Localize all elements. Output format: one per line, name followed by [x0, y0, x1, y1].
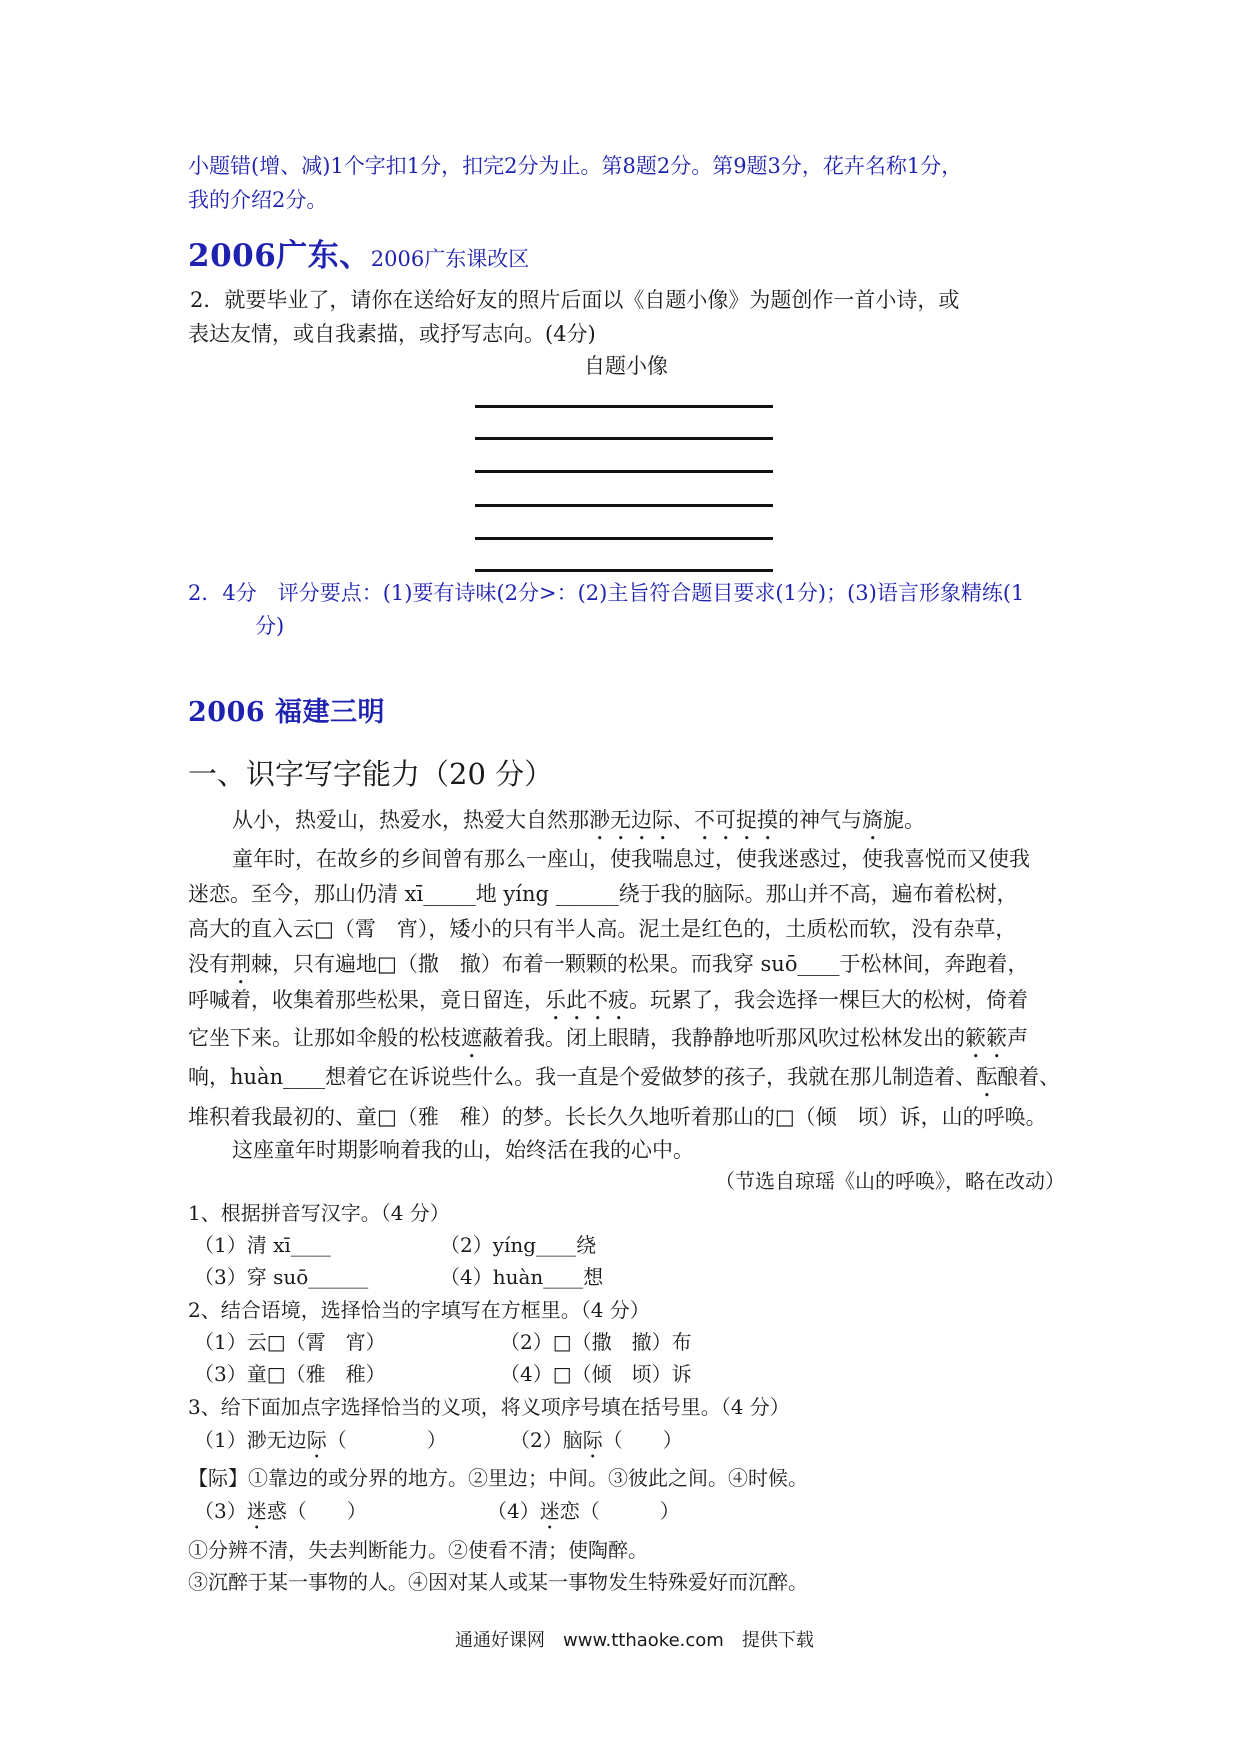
q2-item: （4）□（倾 顷）诉 [500, 1362, 692, 1386]
q1-item: （2）yíng____绕 [440, 1233, 597, 1257]
passage-line: 呼喊着，收集着那些松果，竟日留连，乐此不疲。玩累了，我会选择一棵巨大的松树，倚着 [188, 988, 1028, 1012]
answer-line [475, 405, 773, 408]
q1-title: 1、根据拼音写汉字。（4 分） [188, 1201, 450, 1225]
answer-line [475, 537, 773, 540]
q2-item: （1）云□（霄 宵） [194, 1330, 386, 1354]
q3-item: （4）迷恋（ ） [487, 1499, 680, 1523]
fujian-heading: 2006 福建三明 [188, 697, 386, 728]
passage-line: 没有荆棘，只有遍地□（撒 撤）布着一颗颗的松果。而我穿 suō____于松林间，奔跑着， [188, 952, 1029, 976]
passage-line: 堆积着我最初的、童□（雅 稚）的梦。长长久久地听着那山的□（倾 顷）诉，山的呼唤。 [188, 1105, 1047, 1129]
passage-line: 童年时，在故乡的乡间曾有那么一座山，使我喘息过，使我迷惑过，使我喜悦而又使我 [232, 847, 1030, 871]
guangdong-answer-line1: 2．4分 评分要点：(1)要有诗味(2分>：(2)主旨符合题目要求(1分)；(3)语言形象精练(1 [188, 581, 1025, 605]
guangdong-q2-line2: 表达友情，或自我素描，或抒写志向。(4分) [188, 322, 596, 346]
q2-item: （2）□（撒 撤）布 [500, 1330, 692, 1354]
q3-title: 3、给下面加点字选择恰当的义项，将义项序号填在括号里。（4 分） [188, 1395, 790, 1419]
q3-item: （3）迷惑（ ） [194, 1499, 367, 1523]
q1-item: （3）穿 suō______ [194, 1265, 369, 1289]
passage-line: 迷恋。至今，那山仍清 xī_____地 yíng ______绕于我的脑际。那山并不高，遍布着松树， [188, 882, 1018, 906]
scoring-note-line2: 我的介绍2分。 [188, 188, 328, 212]
answer-line [475, 504, 773, 507]
q2-item: （3）童□（雅 稚） [194, 1362, 386, 1386]
passage-line: 高大的直入云□（霄 宵），矮小的只有半人高。泥土是红色的，土质松而软，没有杂草， [188, 917, 1017, 941]
passage-source: （节选自琼瑶《山的呼唤》，略在改动） [715, 1169, 1065, 1193]
q3-definition: ①分辨不清，失去判断能力。②使看不清；使陶醉。 [188, 1538, 648, 1562]
passage-line: 这座童年时期影响着我的山，始终活在我的心中。 [232, 1138, 694, 1162]
page-footer: 通通好课网 www.tthaoke.com 提供下载 [455, 1630, 814, 1651]
guangdong-q2-line1: 2．就要毕业了，请你在送给好友的照片后面以《自题小像》为题创作一首小诗，或 [190, 288, 960, 312]
passage-para1: 从小，热爱山，热爱水，热爱大自然那渺无边际、不可捉摸的神气与旖旎。 [232, 808, 925, 832]
answer-line [475, 569, 773, 572]
passage-line: 它坐下来。让那如伞般的松枝遮蔽着我。闭上眼睛，我静静地听那风吹过松林发出的簌簌声 [188, 1026, 1028, 1050]
q3-definition: 【际】①靠边的或分界的地方。②里边；中间。③彼此之间。④时候。 [188, 1466, 808, 1490]
q1-item: （4）huàn____想 [440, 1265, 604, 1289]
q2-title: 2、结合语境，选择恰当的字填写在方框里。（4 分） [188, 1298, 650, 1322]
guangdong-subheading: 2006广东课改区 [370, 247, 530, 271]
answer-line [475, 437, 773, 440]
q3-item: （2）脑际（ ） [510, 1428, 683, 1452]
q3-definition: ③沉醉于某一事物的人。④因对某人或某一事物发生特殊爱好而沉醉。 [188, 1570, 808, 1594]
passage-line: 响，huàn____想着它在诉说些什么。我一直是个爱做梦的孩子，我就在那儿制造着、酝酿着、 [188, 1065, 1061, 1089]
guangdong-heading: 2006广东、 [188, 238, 371, 274]
poem-title: 自题小像 [584, 354, 668, 378]
section-title: 一、识字写字能力（20 分） [188, 757, 554, 791]
guangdong-heading-block [188, 230, 529, 275]
q1-item: （1）清 xī____ [194, 1233, 331, 1257]
scoring-note-line1: 小题错(增、减)1个字扣1分，扣完2分为止。第8题2分。第9题3分，花卉名称1分， [188, 154, 963, 178]
guangdong-answer-line2: 分) [255, 614, 285, 638]
q3-item: （1）渺无边际（ ） [194, 1428, 447, 1452]
answer-line [475, 470, 773, 473]
